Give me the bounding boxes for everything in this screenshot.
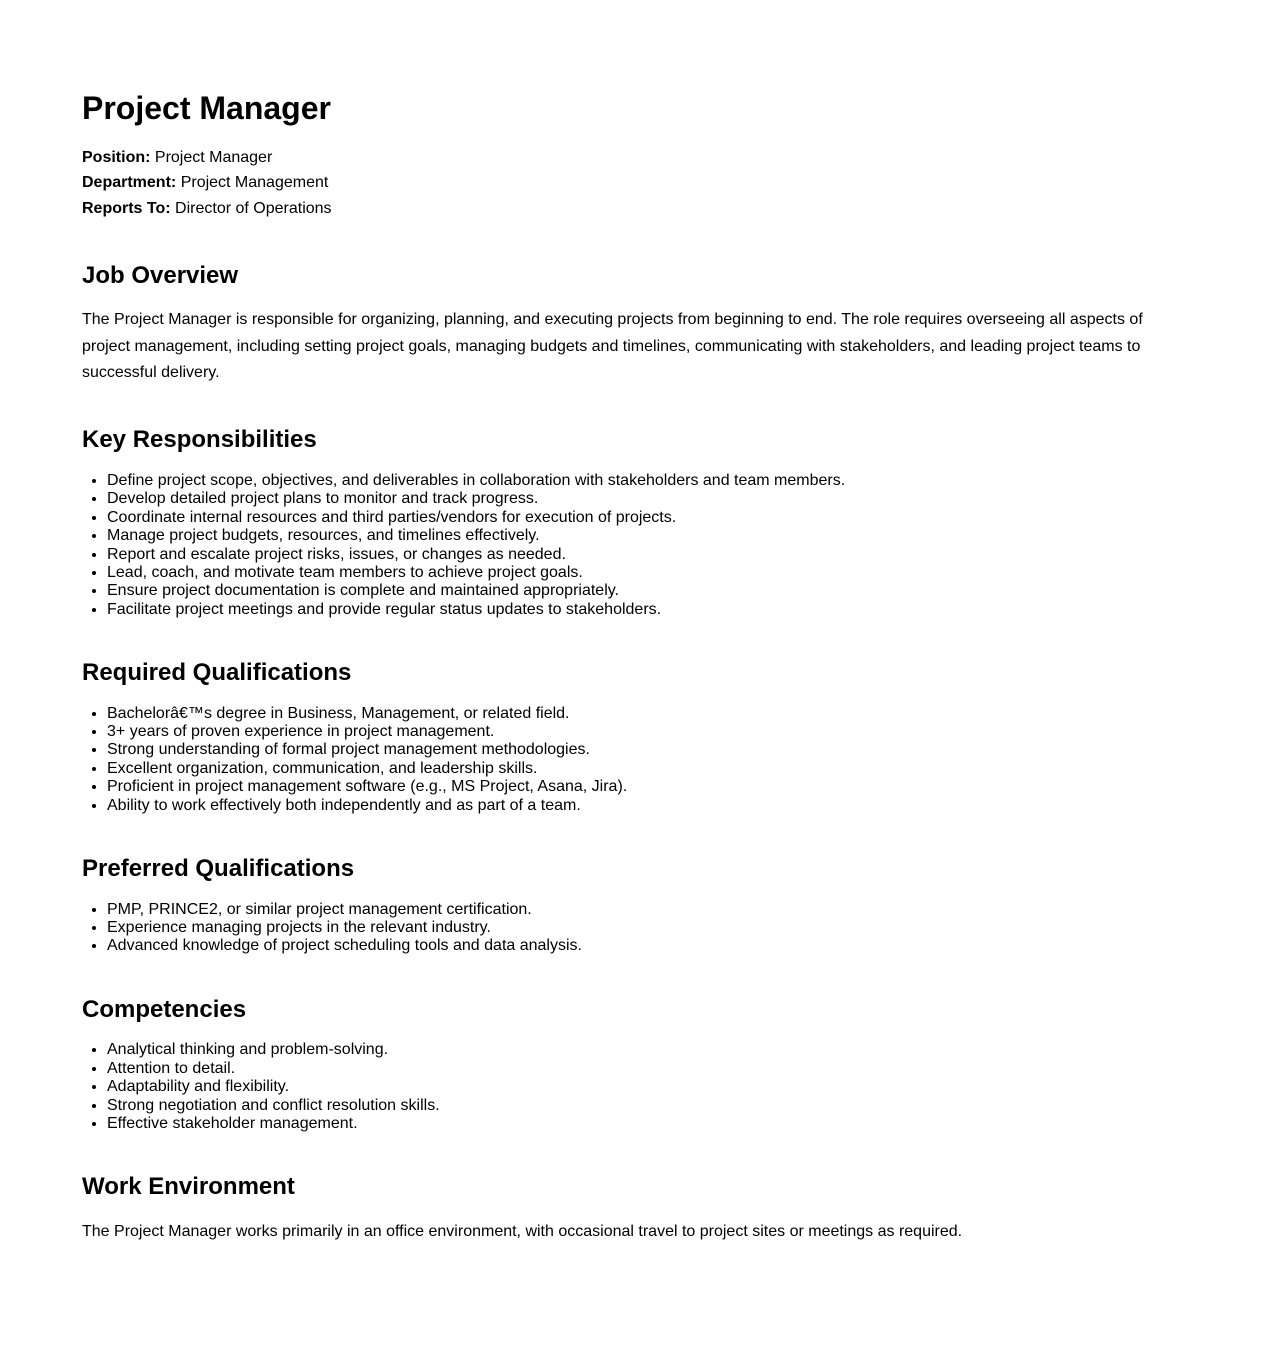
required-qualifications-list	[82, 705, 1181, 815]
preferred-qualifications-list	[82, 901, 1181, 956]
list-item: • Bachelorâ€™s degree in Business, Management, or related field.	[107, 705, 1181, 723]
key-responsibilities-list	[82, 472, 1181, 619]
section-heading-preferred-qualifications: Preferred Qualifications	[82, 855, 355, 882]
meta-department-label: Department:	[82, 174, 177, 192]
section-heading-key-responsibilities: Key Responsibilities	[82, 426, 317, 454]
list-item: • Analytical thinking and problem-solving.	[107, 1041, 1181, 1059]
list-item: • Report and escalate project risks, issues, or changes as needed.	[107, 546, 1181, 564]
list-item: • Ensure project documentation is complete and maintained appropriately.	[107, 582, 1181, 600]
list-item: • Effective stakeholder management.	[107, 1115, 1181, 1133]
list-item: • Strong understanding of formal project management methodologies.	[107, 741, 1181, 759]
list-item: • Advanced knowledge of project scheduling tools and data analysis.	[107, 937, 1181, 955]
list-item: • Attention to detail.	[107, 1060, 1181, 1078]
list-item: • Proficient in project management software (e.g., MS Project, Asana, Jira).	[107, 778, 1181, 796]
list-item: • Define project scope, objectives, and deliverables in collaboration with stakeholders and team members.	[107, 472, 1181, 490]
meta-position-label: Position:	[82, 148, 151, 166]
list-item: • Strong negotiation and conflict resolution skills.	[107, 1097, 1181, 1115]
meta-position-value: Project Manager	[154, 148, 273, 166]
list-item: • Lead, coach, and motivate team members to achieve project goals.	[107, 564, 1181, 582]
section-heading-competencies: Competencies	[82, 995, 247, 1023]
section-heading-work-environment: Work Environment	[82, 1173, 295, 1201]
list-item: • Manage project budgets, resources, and timelines effectively.	[107, 527, 1181, 545]
list-item: • Excellent organization, communication, and leadership skills.	[107, 760, 1181, 778]
list-item: • Ability to work effectively both independently and as part of a team.	[107, 797, 1181, 815]
meta-department-value: Project Management	[180, 174, 329, 192]
meta-reports-to-value: Director of Operations	[175, 199, 332, 217]
list-item: • Experience managing projects in the relevant industry.	[107, 919, 1181, 937]
list-item: • Adaptability and flexibility.	[107, 1078, 1181, 1096]
work-environment-text: The Project Manager works primarily in an office environment, with occasional travel to project sites or meetings as required.	[82, 1222, 963, 1240]
section-heading-job-overview: Job Overview	[82, 261, 239, 289]
meta-reports-to-label: Reports To:	[82, 199, 171, 217]
competencies-list	[82, 1041, 1181, 1133]
list-item: • 3+ years of proven experience in project management.	[107, 723, 1181, 741]
job-overview-text: The Project Manager is responsible for organizing, planning, and executing projects from beginning to end. The role requires overseeing all aspects of project management, including setting project goals, managing budgets and timelines, communicating with stakeholders, and leading project teams to successful delivery.	[82, 311, 1143, 381]
list-item: • PMP, PRINCE2, or similar project management certification.	[107, 901, 1181, 919]
list-item: • Facilitate project meetings and provide regular status updates to stakeholders.	[107, 601, 1181, 619]
section-heading-required-qualifications: Required Qualifications	[82, 659, 352, 687]
job-meta	[82, 145, 1181, 222]
list-item: • Coordinate internal resources and third parties/vendors for execution of projects.	[107, 509, 1181, 527]
list-item: • Develop detailed project plans to monitor and track progress.	[107, 490, 1181, 508]
page-title: Project Manager	[82, 90, 331, 126]
